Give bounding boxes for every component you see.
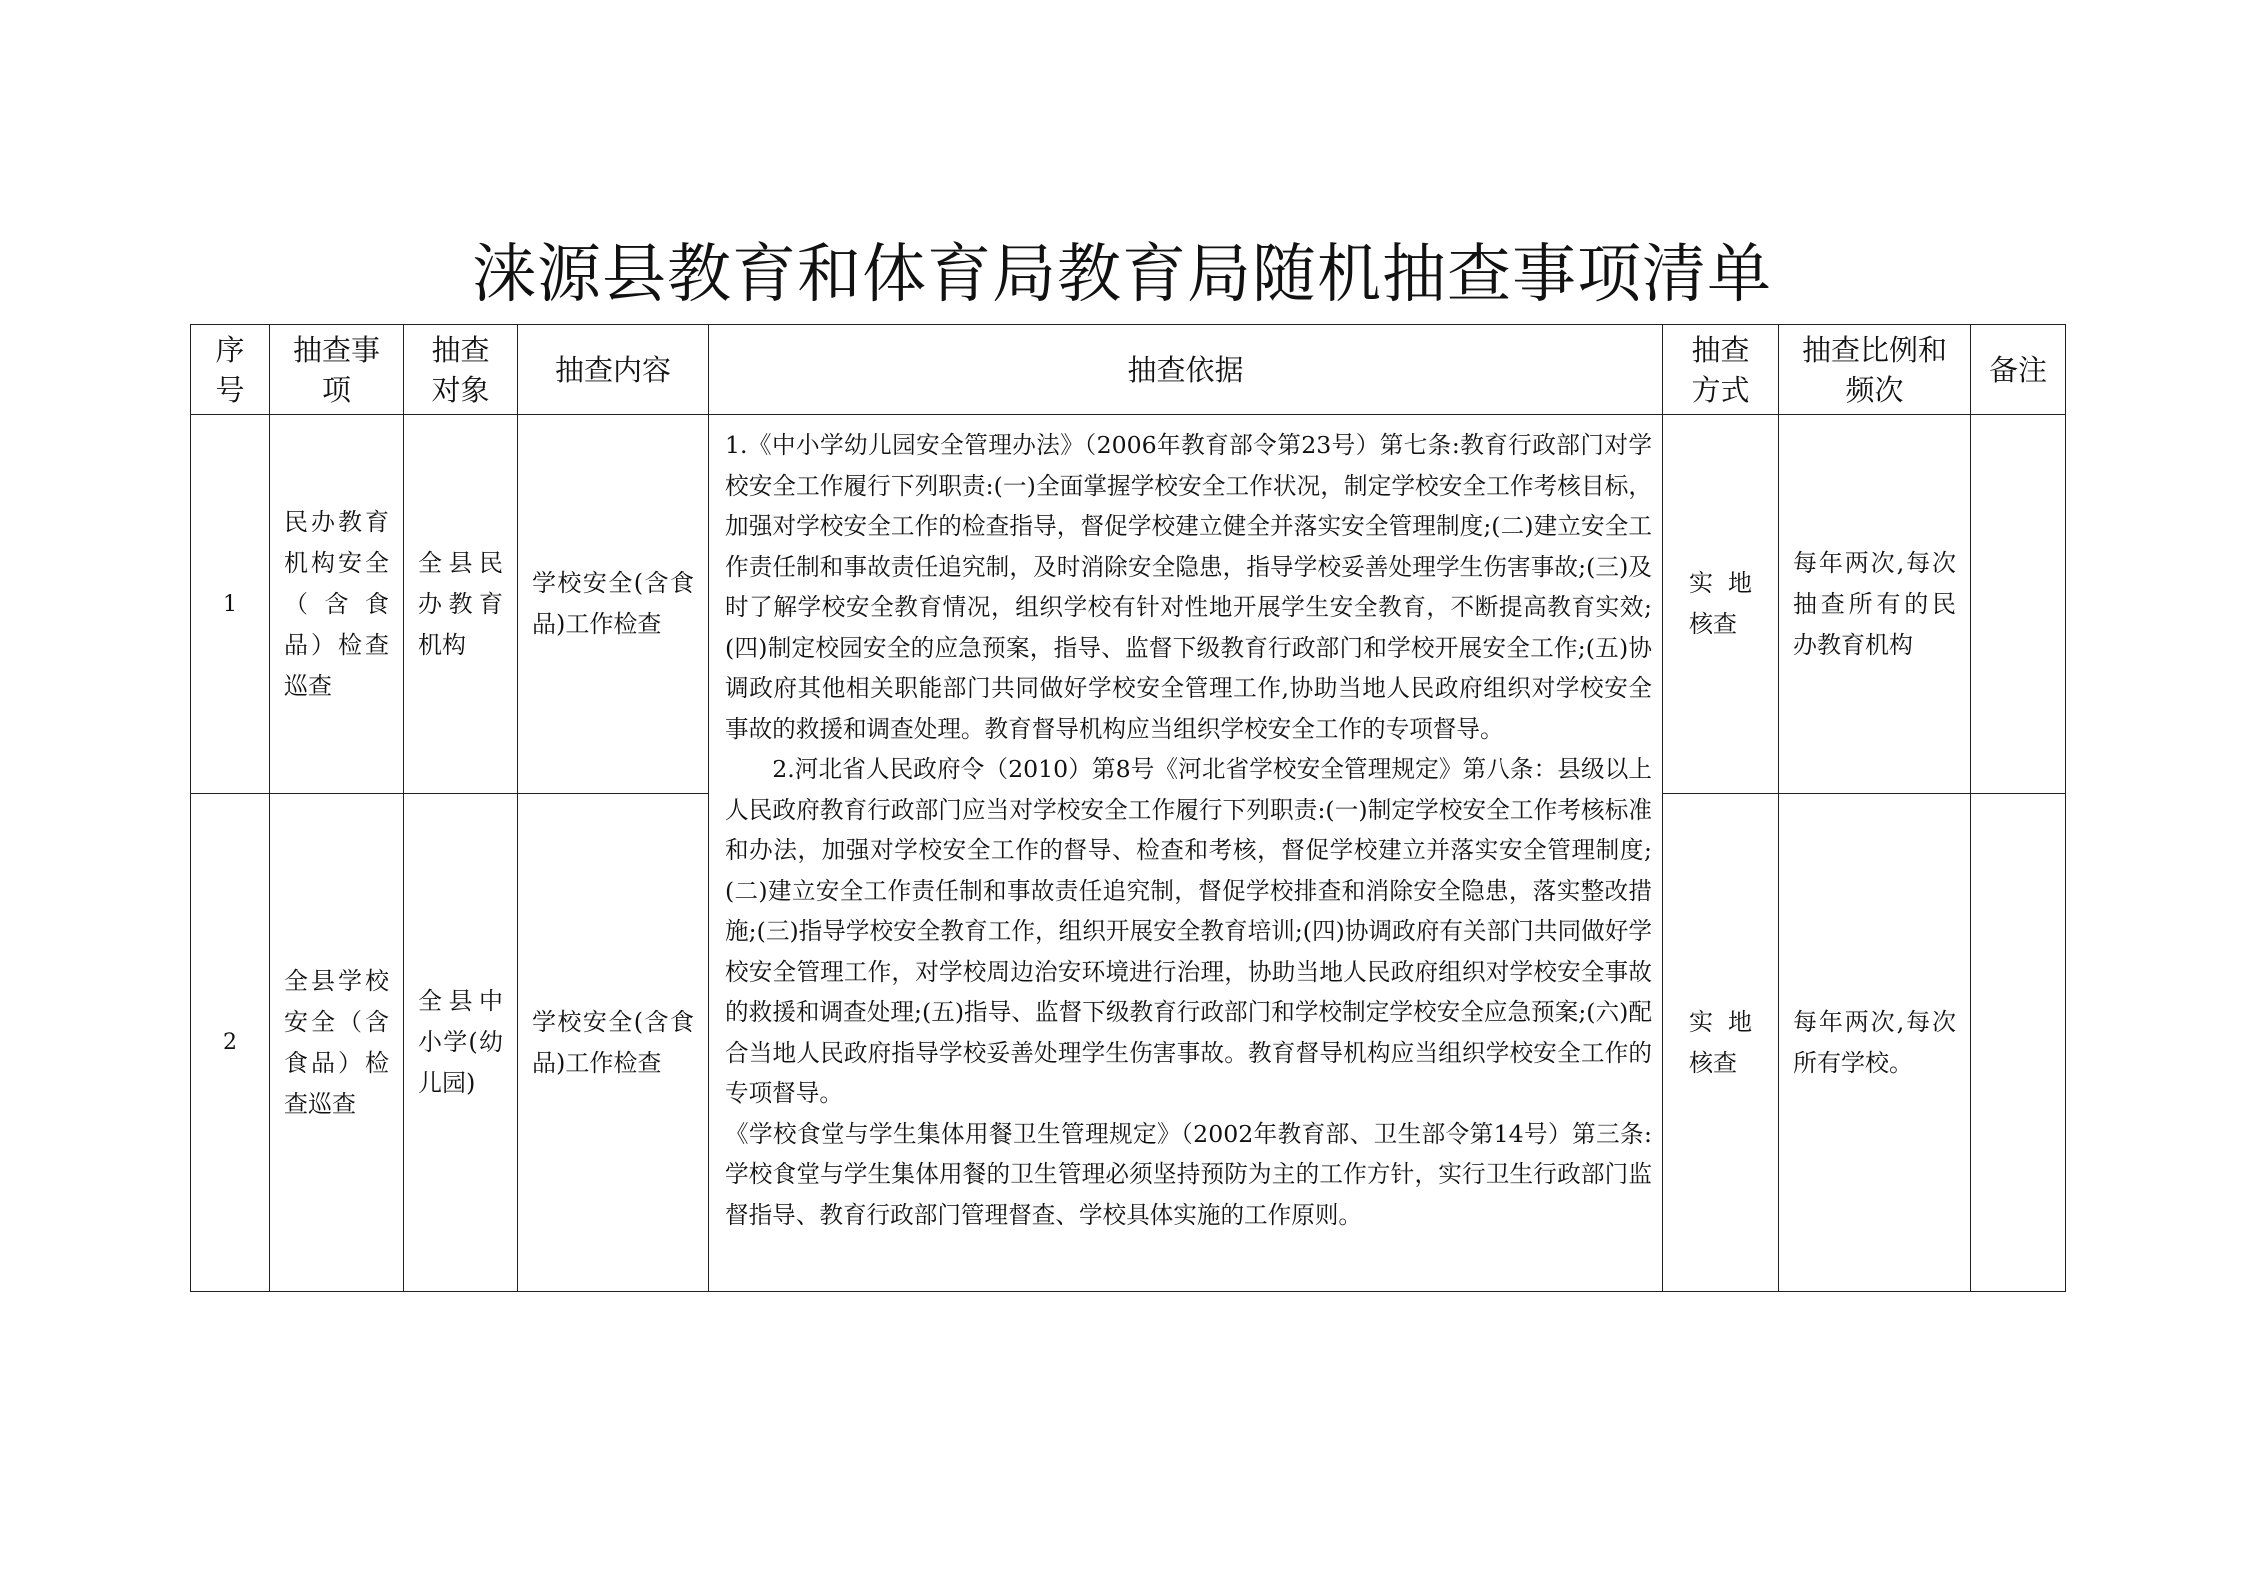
basis-paragraph-1: 1.《中小学幼儿园安全管理办法》（2006年教育部令第23号）第七条:教育行政部门对学校安全工作履行下列职责:(一)全面掌握学校安全工作状况，制定学校安全工作考核目标，加强对学校安全工作的检查指导，督促学校建立健全并落实安全管理制度;(二)建立安全工作责任制和事故责任追究制，及时消除安全隐患，指导学校妥善处理学生伤害事故;(三)及时了解学校安全教育情况，组织学校有针对性地开展学生安全教育，不断提高教育实效;(四)制定校园安全的应急预案，指导、监督下级教育行政部门和学校开展安全工作;(五)协调政府其他相关职能部门共同做好学校安全管理工作,协助当地人民政府组织对学校安全事故的救援和调查处理。教育督导机构应当组织学校安全工作的专项督导。: [725, 431, 1652, 743]
row-target: 全县民办教育机构: [404, 415, 518, 794]
row-index: 2: [191, 794, 270, 1292]
header-method: 抽查方式: [1663, 325, 1779, 415]
basis-paragraph-2: 2.河北省人民政府令（2010）第8号《河北省学校安全管理规定》第八条：县级以上人民政府教育行政部门应当对学校安全工作履行下列职责:(一)制定学校安全工作考核标准和办法，加强对学校安全工作的督导、检查和考核，督促学校建立并落实安全管理制度;(二)建立安全工作责任制和事故责任追究制，督促学校排查和消除安全隐患，落实整改措施;(三)指导学校安全教育工作，组织开展安全教育培训;(四)协调政府有关部门共同做好学校安全管理工作，对学校周边治安环境进行治理，协助当地人民政府组织对学校安全事故的救援和调查处理;(五)指导、监督下级教育行政部门和学校制定学校安全应急预案;(六)配合当地人民政府指导学校妥善处理学生伤害事故。教育督导机构应当组织学校安全工作的专项督导。: [725, 755, 1652, 1107]
inspection-table: [190, 324, 2066, 1292]
row-method: 实地核查: [1663, 794, 1779, 1292]
header-target: 抽查对象: [404, 325, 518, 415]
row-basis: [709, 415, 1663, 1292]
row-item: 全县学校安全（含食品）检查巡查: [270, 794, 404, 1292]
row-remark: [1971, 794, 2066, 1292]
row-content: 学校安全(含食品)工作检查: [518, 415, 709, 794]
row-frequency: 每年两次,每次抽查所有的民办教育机构: [1779, 415, 1971, 794]
header-item: 抽查事项: [270, 325, 404, 415]
row-frequency: 每年两次,每次所有学校。: [1779, 794, 1971, 1292]
row-content: 学校安全(含食品)工作检查: [518, 794, 709, 1292]
table-header-row: [191, 325, 2066, 415]
header-content: 抽查内容: [518, 325, 709, 415]
page-title: 涞源县教育和体育局教育局随机抽查事项清单: [472, 238, 1772, 312]
row-target: 全县中小学(幼儿园): [404, 794, 518, 1292]
header-index: 序号: [191, 325, 270, 415]
row-item: 民办教育机构安全（含食品）检查巡查: [270, 415, 404, 794]
row-index: 1: [191, 415, 270, 794]
header-frequency: 抽查比例和频次: [1779, 325, 1971, 415]
row-remark: [1971, 415, 2066, 794]
header-remark: 备注: [1971, 325, 2066, 415]
header-basis: 抽查依据: [709, 325, 1663, 415]
table-row: [191, 415, 2066, 794]
row-method: 实地核查: [1663, 415, 1779, 794]
basis-paragraph-3: 《学校食堂与学生集体用餐卫生管理规定》（2002年教育部、卫生部令第14号）第三条:学校食堂与学生集体用餐的卫生管理必须坚持预防为主的工作方针，实行卫生行政部门监督指导、教育行政部门管理督查、学校具体实施的工作原则。: [725, 1119, 1652, 1229]
